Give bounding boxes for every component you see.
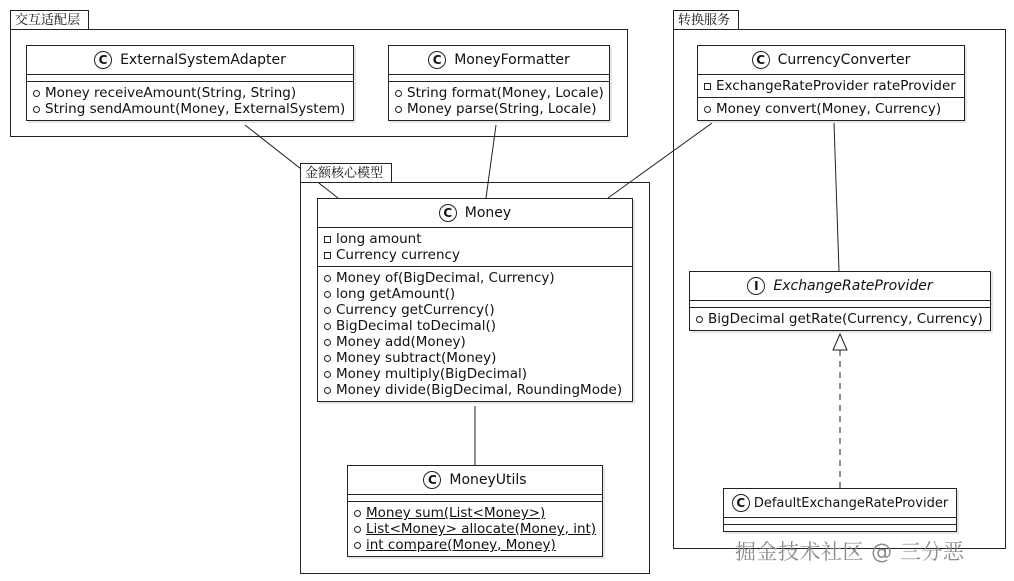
method-row: BigDecimal toDecimal() xyxy=(324,318,628,334)
interface-exchange-rate-provider[interactable] xyxy=(689,271,991,331)
methods-section xyxy=(724,525,956,531)
method-row: Money subtract(Money) xyxy=(324,350,628,366)
class-header xyxy=(318,199,632,228)
class-stereotype-icon: C xyxy=(428,51,446,69)
public-icon xyxy=(324,307,331,314)
public-icon xyxy=(324,291,331,298)
field-row: long amount xyxy=(324,231,628,247)
package-label: 金额核心模型 xyxy=(305,166,384,181)
class-default-exchange-rate-provider[interactable] xyxy=(723,488,957,532)
class-money-utils[interactable] xyxy=(347,465,603,557)
fields-section xyxy=(318,228,632,267)
method-row: Money convert(Money, Currency) xyxy=(704,101,960,117)
methods-section xyxy=(389,82,609,120)
public-icon xyxy=(354,510,361,517)
methods-section xyxy=(348,502,602,556)
method-row: Money sum(List<Money>) xyxy=(354,505,598,521)
class-name: ExchangeRateProvider xyxy=(773,278,933,294)
method-row: Currency getCurrency() xyxy=(324,302,628,318)
public-icon xyxy=(33,106,40,113)
package-label: 交互适配层 xyxy=(15,13,81,28)
fields-section xyxy=(348,495,602,502)
public-icon xyxy=(324,371,331,378)
private-icon xyxy=(324,252,331,259)
fields-section xyxy=(724,518,956,525)
methods-section xyxy=(27,82,353,120)
fields-section xyxy=(698,75,964,98)
public-icon xyxy=(324,275,331,282)
private-icon xyxy=(324,236,331,243)
package-label: 转换服务 xyxy=(678,13,731,28)
class-name: MoneyUtils xyxy=(449,472,527,488)
class-header xyxy=(348,466,602,495)
method-row: Money receiveAmount(String, String) xyxy=(33,85,349,101)
public-icon xyxy=(324,323,331,330)
methods-section xyxy=(690,308,990,330)
method-row: int compare(Money, Money) xyxy=(354,537,598,553)
public-icon xyxy=(324,355,331,362)
method-row: long getAmount() xyxy=(324,286,628,302)
field-row: Currency currency xyxy=(324,247,628,263)
fields-section xyxy=(389,75,609,82)
method-row: BigDecimal getRate(Currency, Currency) xyxy=(696,311,986,327)
class-name: DefaultExchangeRateProvider xyxy=(753,495,949,511)
public-icon xyxy=(395,106,402,113)
methods-section xyxy=(698,98,964,120)
class-header xyxy=(690,272,990,301)
fields-section xyxy=(27,75,353,82)
interface-stereotype-icon: I xyxy=(747,277,765,295)
class-money[interactable] xyxy=(317,198,633,402)
class-stereotype-icon: C xyxy=(752,51,770,69)
public-icon xyxy=(354,526,361,533)
public-icon xyxy=(696,316,703,323)
fields-section xyxy=(690,301,990,308)
private-icon xyxy=(704,83,711,90)
class-money-formatter[interactable] xyxy=(388,45,610,121)
public-icon xyxy=(324,387,331,394)
method-row: String format(Money, Locale) xyxy=(395,85,605,101)
public-icon xyxy=(324,339,331,346)
public-icon xyxy=(33,90,40,97)
public-icon xyxy=(395,90,402,97)
class-stereotype-icon: C xyxy=(423,471,441,489)
class-stereotype-icon: C xyxy=(439,204,457,222)
method-row: List<Money> allocate(Money, int) xyxy=(354,521,598,537)
class-external-system-adapter[interactable] xyxy=(26,45,354,121)
class-header xyxy=(389,46,609,75)
package-tab-interaction xyxy=(10,10,89,30)
package-tab-core xyxy=(300,163,392,183)
field-row: ExchangeRateProvider rateProvider xyxy=(704,78,960,94)
method-row: Money parse(String, Locale) xyxy=(395,101,605,117)
public-icon xyxy=(704,106,711,113)
class-header xyxy=(27,46,353,75)
class-header xyxy=(698,46,964,75)
class-header xyxy=(724,489,956,518)
method-row: Money add(Money) xyxy=(324,334,628,350)
class-name: ExternalSystemAdapter xyxy=(120,52,286,68)
method-row: Money divide(BigDecimal, RoundingMode) xyxy=(324,382,628,398)
public-icon xyxy=(354,542,361,549)
class-currency-converter[interactable] xyxy=(697,45,965,121)
class-name: Money xyxy=(464,205,512,221)
class-stereotype-icon: C xyxy=(94,51,112,69)
class-name: CurrencyConverter xyxy=(777,52,911,68)
class-name: MoneyFormatter xyxy=(454,52,570,68)
watermark: 掘金技术社区 @ 三分恶 xyxy=(735,540,965,564)
class-stereotype-icon: C xyxy=(732,494,750,512)
method-row: Money of(BigDecimal, Currency) xyxy=(324,270,628,286)
methods-section xyxy=(318,267,632,401)
method-row: Money multiply(BigDecimal) xyxy=(324,366,628,382)
method-row: String sendAmount(Money, ExternalSystem) xyxy=(33,101,349,117)
package-tab-conversion xyxy=(673,10,739,30)
